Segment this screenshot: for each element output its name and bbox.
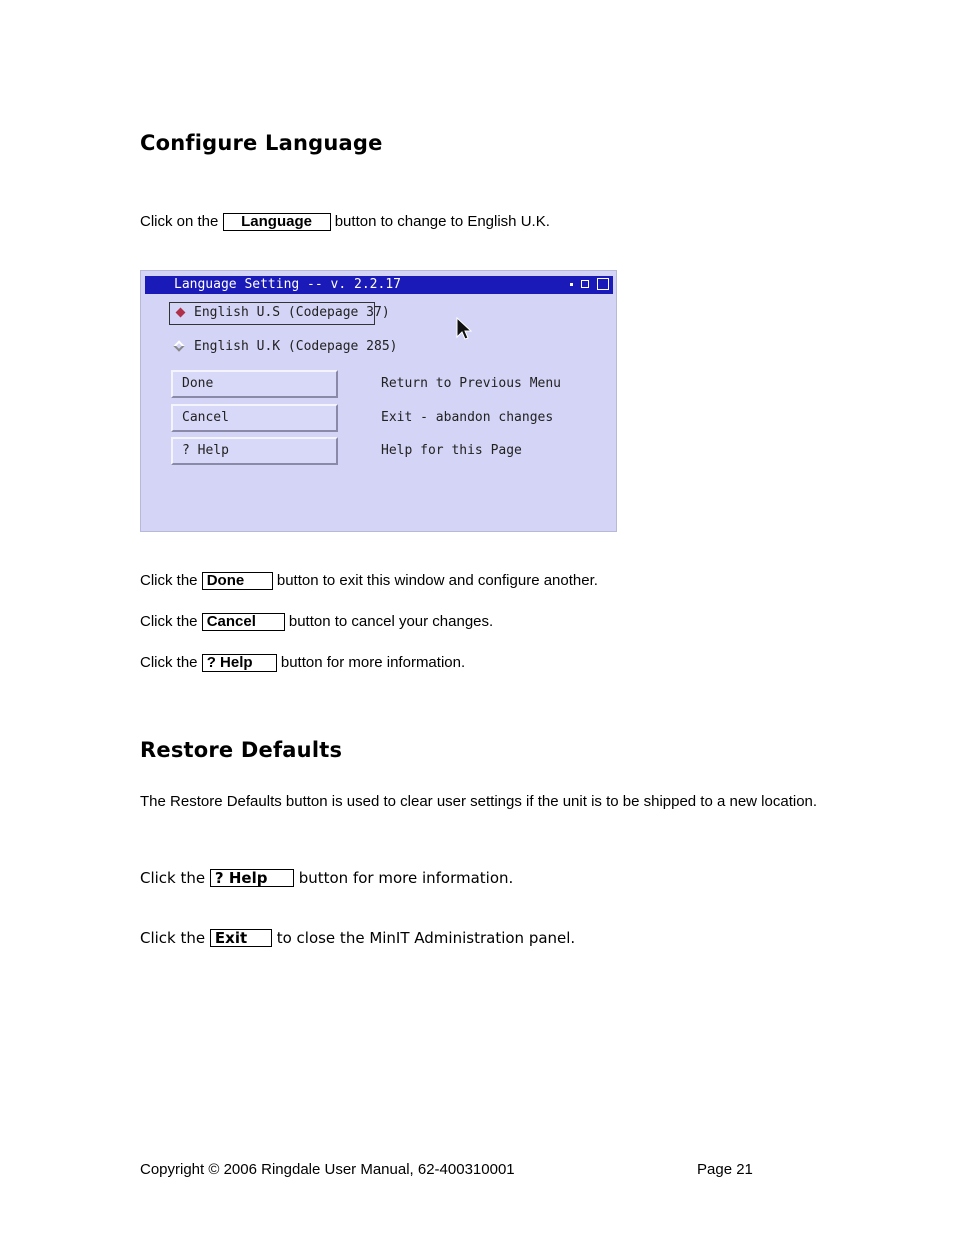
help-button-label: ? Help <box>210 869 294 887</box>
cancel-instruction <box>140 613 493 631</box>
cancel-description: Exit - abandon changes <box>381 410 554 425</box>
instruction-post: button to exit this window and configure another. <box>276 572 598 589</box>
mouse-pointer-icon <box>456 317 472 341</box>
language-button-label: Language <box>223 213 331 231</box>
language-setting-window <box>140 270 617 532</box>
exit-button-label: Exit <box>210 929 272 947</box>
footer-page-number: Page 21 <box>697 1161 753 1178</box>
done-button[interactable] <box>171 370 338 398</box>
radio-selected-icon <box>176 308 186 318</box>
instruction-post: button to cancel your changes. <box>288 613 494 630</box>
instruction-pre: Click on the <box>140 213 219 230</box>
section-heading-restore-defaults: Restore Defaults <box>140 738 343 762</box>
menu-dot-icon[interactable] <box>570 283 573 286</box>
maximize-icon[interactable] <box>597 278 609 290</box>
option-english-us-label: English U.S (Codepage 37) <box>194 305 390 320</box>
help-instruction <box>140 654 465 672</box>
restore-help-instruction <box>140 869 513 887</box>
section-heading-configure-language: Configure Language <box>140 131 383 155</box>
footer-copyright: Copyright © 2006 Ringdale User Manual, 62-400310001 <box>140 1161 515 1178</box>
option-english-us[interactable] <box>169 302 390 325</box>
instruction-post: button for more information. <box>280 654 466 671</box>
done-instruction <box>140 572 598 590</box>
cancel-button[interactable] <box>171 404 338 432</box>
instruction-pre: Click the <box>140 929 206 947</box>
window-titlebar <box>145 276 613 294</box>
exit-instruction <box>140 929 575 947</box>
instruction-pre: Click the <box>140 572 198 589</box>
instruction-pre: Click the <box>140 654 198 671</box>
instruction-post: button for more information. <box>298 869 514 887</box>
radio-unselected-icon <box>173 340 184 351</box>
instruction-post: to close the MinIT Administration panel. <box>276 929 576 947</box>
window-title: Language Setting -- v. 2.2.17 <box>174 277 401 292</box>
option-english-uk-label: English U.K (Codepage 285) <box>194 339 398 354</box>
language-instruction <box>140 213 550 231</box>
instruction-post: button to change to English U.K. <box>334 213 550 230</box>
option-english-uk[interactable] <box>169 336 398 358</box>
restore-defaults-paragraph: The Restore Defaults button is used to clear user settings if the unit is to be shipped to a new location. <box>140 793 818 810</box>
instruction-pre: Click the <box>140 613 198 630</box>
help-button-label: ? Help <box>182 443 229 458</box>
done-button-label: Done <box>182 376 214 391</box>
cancel-button-label: Cancel <box>182 410 229 425</box>
help-button-label: ? Help <box>202 654 277 672</box>
minimize-icon[interactable] <box>581 280 589 288</box>
instruction-pre: Click the <box>140 869 206 887</box>
help-description: Help for this Page <box>381 443 522 458</box>
help-button[interactable] <box>171 437 338 465</box>
done-button-label: Done <box>202 572 273 590</box>
done-description: Return to Previous Menu <box>381 376 562 391</box>
cancel-button-label: Cancel <box>202 613 285 631</box>
